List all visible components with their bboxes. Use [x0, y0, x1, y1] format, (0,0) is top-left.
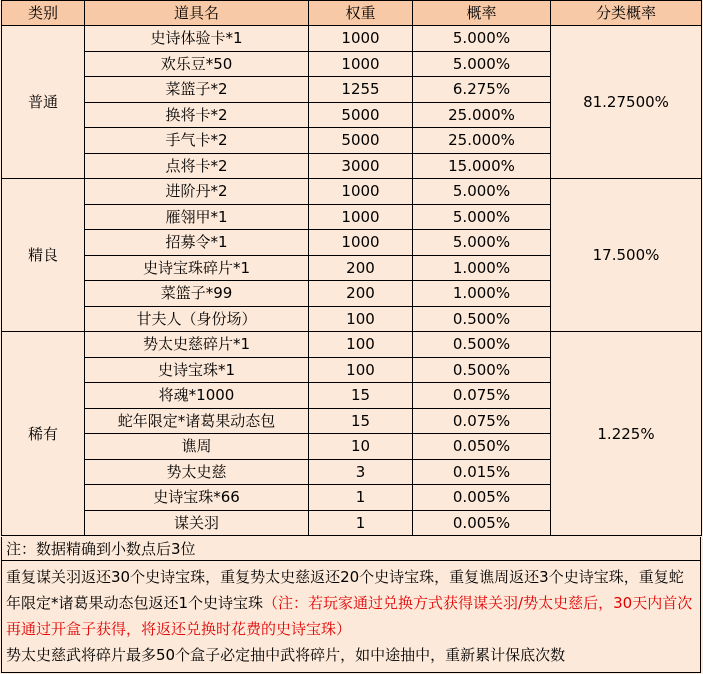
- item-probability-cell: 5.000%: [413, 204, 551, 230]
- refund-rule-red-note: （注：若玩家通过兑换方式获得谋关羽/势太史慈后，30天内首次再通过开盒子获得，将返还兑换时花费的史诗宝珠）: [6, 594, 693, 638]
- rules-description: [1, 561, 701, 673]
- item-probability-cell: 25.000%: [413, 128, 551, 154]
- item-name-cell: 雁翎甲*1: [85, 204, 309, 230]
- item-name-cell: 甘夫人（身份场）: [85, 306, 309, 332]
- item-weight-cell: 1255: [309, 77, 413, 103]
- item-weight-cell: 5000: [309, 128, 413, 154]
- refund-rule-text: 重复谋关羽返还30个史诗宝珠，重复势太史慈返还20个史诗宝珠，重复谯周返还3个史诗宝珠，重复蛇年限定*诸葛果动态包返还1个史诗宝珠: [6, 568, 684, 612]
- header-weight: 权重: [309, 1, 413, 26]
- item-weight-cell: 100: [309, 332, 413, 358]
- item-name-cell: 谯周: [85, 434, 309, 460]
- pity-rule-text: 势太史慈武将碎片最多50个盒子必定抽中武将碎片，如中途抽中，重新累计保底次数: [6, 646, 566, 664]
- item-name-cell: 菜篮子*2: [85, 77, 309, 103]
- item-probability-cell: 0.500%: [413, 357, 551, 383]
- item-weight-cell: 1000: [309, 179, 413, 205]
- item-weight-cell: 3: [309, 459, 413, 485]
- item-name-cell: 史诗体验卡*1: [85, 26, 309, 52]
- header-item-name: 道具名: [85, 1, 309, 26]
- item-weight-cell: 1000: [309, 230, 413, 256]
- category-probability-cell: 81.27500%: [551, 26, 702, 179]
- item-weight-cell: 100: [309, 357, 413, 383]
- header-category-probability: 分类概率: [551, 1, 702, 26]
- item-name-cell: 手气卡*2: [85, 128, 309, 154]
- table-row: [2, 179, 702, 205]
- table-body: [2, 26, 702, 536]
- item-probability-cell: 0.075%: [413, 408, 551, 434]
- item-name-cell: 招募令*1: [85, 230, 309, 256]
- item-probability-cell: 15.000%: [413, 153, 551, 179]
- item-probability-cell: 1.000%: [413, 255, 551, 281]
- item-probability-cell: 0.005%: [413, 510, 551, 536]
- item-probability-cell: 0.500%: [413, 306, 551, 332]
- item-weight-cell: 15: [309, 383, 413, 409]
- table-header-row: [2, 1, 702, 26]
- item-weight-cell: 1000: [309, 204, 413, 230]
- item-weight-cell: 1000: [309, 26, 413, 52]
- item-name-cell: 换将卡*2: [85, 102, 309, 128]
- table-row: [2, 332, 702, 358]
- item-weight-cell: 10: [309, 434, 413, 460]
- category-probability-cell: 1.225%: [551, 332, 702, 536]
- item-probability-cell: 5.000%: [413, 51, 551, 77]
- table-row: [2, 26, 702, 52]
- item-weight-cell: 200: [309, 281, 413, 307]
- item-probability-cell: 6.275%: [413, 77, 551, 103]
- category-name-cell: 稀有: [2, 332, 85, 536]
- item-weight-cell: 5000: [309, 102, 413, 128]
- category-probability-cell: 17.500%: [551, 179, 702, 332]
- item-probability-cell: 0.050%: [413, 434, 551, 460]
- item-name-cell: 史诗宝珠碎片*1: [85, 255, 309, 281]
- item-name-cell: 将魂*1000: [85, 383, 309, 409]
- item-name-cell: 史诗宝珠*66: [85, 485, 309, 511]
- precision-note: 注：数据精确到小数点后3位: [1, 537, 701, 561]
- item-name-cell: 点将卡*2: [85, 153, 309, 179]
- item-probability-cell: 5.000%: [413, 230, 551, 256]
- category-name-cell: 精良: [2, 179, 85, 332]
- item-probability-cell: 0.500%: [413, 332, 551, 358]
- category-name-cell: 普通: [2, 26, 85, 179]
- item-probability-cell: 5.000%: [413, 26, 551, 52]
- item-name-cell: 谋关羽: [85, 510, 309, 536]
- item-probability-cell: 25.000%: [413, 102, 551, 128]
- item-weight-cell: 200: [309, 255, 413, 281]
- item-weight-cell: 1: [309, 485, 413, 511]
- item-weight-cell: 3000: [309, 153, 413, 179]
- item-name-cell: 进阶丹*2: [85, 179, 309, 205]
- item-name-cell: 势太史慈: [85, 459, 309, 485]
- item-name-cell: 欢乐豆*50: [85, 51, 309, 77]
- item-probability-cell: 0.015%: [413, 459, 551, 485]
- header-probability: 概率: [413, 1, 551, 26]
- item-probability-cell: 0.005%: [413, 485, 551, 511]
- item-probability-cell: 1.000%: [413, 281, 551, 307]
- item-weight-cell: 1000: [309, 51, 413, 77]
- header-category: 类别: [2, 1, 85, 26]
- item-name-cell: 菜篮子*99: [85, 281, 309, 307]
- drop-rate-table: [1, 0, 702, 536]
- item-name-cell: 史诗宝珠*1: [85, 357, 309, 383]
- item-weight-cell: 1: [309, 510, 413, 536]
- item-name-cell: 蛇年限定*诸葛果动态包: [85, 408, 309, 434]
- item-weight-cell: 15: [309, 408, 413, 434]
- item-probability-cell: 5.000%: [413, 179, 551, 205]
- item-probability-cell: 0.075%: [413, 383, 551, 409]
- item-name-cell: 势太史慈碎片*1: [85, 332, 309, 358]
- item-weight-cell: 100: [309, 306, 413, 332]
